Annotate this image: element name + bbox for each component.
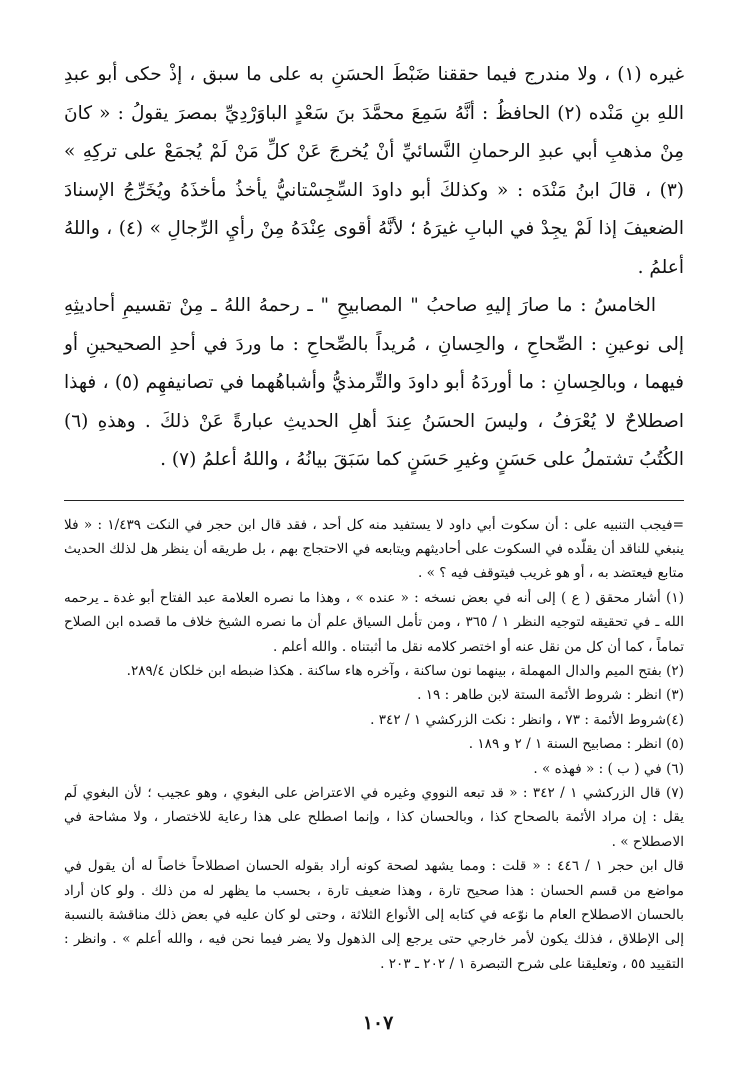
- footnote-5: (٥) انظر : مصابيح السنة ١ / ٢ و ١٨٩ .: [468, 736, 684, 753]
- footnote-2: (٢) بفتح الميم والدال المهملة ، بينهما نون ساكنة ، وآخره هاء ساكنة . هكذا ضبطه ابن خلكان ٢٨٩/٤.: [126, 662, 684, 679]
- footnote-4: (٤)شروط الأئمة : ٧٣ ، وانظر : نكت الزركشي ١ / ٣٤٢ .: [370, 711, 684, 728]
- footnote-1: (١) أشار محقق ( ع ) إلى أنه في بعض نسخه : « عنده » ، وهذا ما نصره العلامة عبد الفتاح أبو غدة ـ يرحمه الله ـ في تحقيقه لتوجيه النظر ١ / ٣٦٥ ، ومن تأمل السياق علم أن ما نصره الشيخ خلاف ما قصده ابن الصلاح تماماً ، كما أن كل من نقل عنه أو اختصر كلامه نقل ما أثبتناه . والله أعلم .: [64, 589, 684, 655]
- footnote-6: (٦) في ( ب ) : « فهذه » .: [533, 760, 684, 777]
- footnote-separator: [64, 500, 684, 501]
- main-paragraph-1: غيره (١) ، ولا مندرج فيما حققنا ضَبْطَ الحسَنِ به على ما سبق ، إذْ حكى أبو عبدِ اللهِ بنِ مَنْده (٢) الحافظُ : أنَّهُ سَمِعَ محمَّدَ بنَ سَعْدٍ الباوَرْدِيِّ بمصرَ يقولُ : « كانَ مِنْ مذهبِ أبي عبدِ الرحمانِ النَّسائيِّ أنْ يُخرجَ عَنْ كلِّ مَنْ لَمْ يُجمَعْ على تركِهِ » (٣) ، قالَ ابنُ مَنْدَه : « وكذلكَ أبو داودَ السِّجِسْتانيُّ يأخذُ مأخذَهُ ويُخَرِّجُ الإسنادَ الضعيفَ إذا لَمْ يجِدْ في البابِ غيرَهُ ؛ لأنَّهُ أقوى عِنْدَهُ مِنْ رأيِ الرِّجالِ » (٤) ، واللهُ أعلمُ .: [64, 64, 684, 278]
- footnote-7: (٧) قال الزركشي ١ / ٣٤٢ : « قد تبعه النووي وغيره في الاعتراض على البغوي ، وهو عجيب ؛ لأن البغوي لَم يقل : إن مراد الأئمة بالصحاح كذا ، وبالحسان كذا ، وإنما اصطلح على هذا رعاية للاختصار ، ولا مشاحة في الاصطلاح » .: [64, 784, 684, 850]
- footnote-7-continuation: قال ابن حجر ١ / ٤٤٦ : « قلت : ومما يشهد لصحة كونه أراد بقوله الحسان اصطلاحاً خاصاً له أن يقول في مواضع من قسم الحسان : هذا صحيح تارة ، وهذا ضعيف تارة ، بحسب ما يظهر له من ذلك . ولو كان أراد بالحسان الاصطلاح العام ما نوّعه في كتابه إلى الأنواع الثلاثة ، وحتى لو كان عليه في بعض ذلك مناقشة بالنسبة إلى الإطلاق ، فذلك يكون لأمر خارجي حتى يرجع إلى الذهول ولا يضر فيما نحن فيه ، والله أعلم » . وانظر : التقييد ٥٥ ، وتعليقنا على شرح التبصرة ١ / ٢٠٢ ـ ٢٠٣ .: [64, 858, 684, 972]
- footnote-3: (٣) انظر : شروط الأئمة الستة لابن طاهر : ١٩ .: [417, 687, 684, 704]
- footnotes: [64, 513, 684, 977]
- main-paragraph-2: الخامسُ : ما صارَ إليهِ صاحبُ " المصابيحِ " ـ رحمهُ اللهُ ـ مِنْ تقسيمِ أحاديثِهِ إلى نوعينِ : الصِّحاحِ ، والحِسانِ ، مُريداً بالصِّحاحِ : ما وردَ في أحدِ الصحيحينِ أو فيهما ، وبالحِسانِ : ما أوردَهُ أبو داودَ والتِّرمذيُّ وأشباهُهما في تصانيفهِم (٥) ، فهذا اصطلاحٌ لا يُعْرَفُ ، وليسَ الحسَنُ عِندَ أهلِ الحديثِ عبارةً عَنْ ذلكَ . وهذهِ (٦) الكُتُبُ تشتملُ على حَسَنٍ وغيرِ حَسَنٍ كما سَبَقَ بيانُهُ ، واللهُ أعلمُ (٧) .: [64, 295, 684, 470]
- page-number: ١٠٧: [362, 1012, 394, 1034]
- footnote-continuation: =فيجب التنبيه على : أن سكوت أبي داود لا يستفيد منه كل أحد ، فقد قال ابن حجر في النكت ١/٤٣٩ : « فلا ينبغي للناقد أن يقلّده في السكوت على أحاديثهم ويتابعه في الاحتجاج بهم ، بل طريقه أن ينظر هل لذلك الحديث متابع فيعتضد به ، أو هو غريب فيتوقف فيه ؟ » .: [64, 516, 684, 582]
- main-text: [64, 56, 684, 480]
